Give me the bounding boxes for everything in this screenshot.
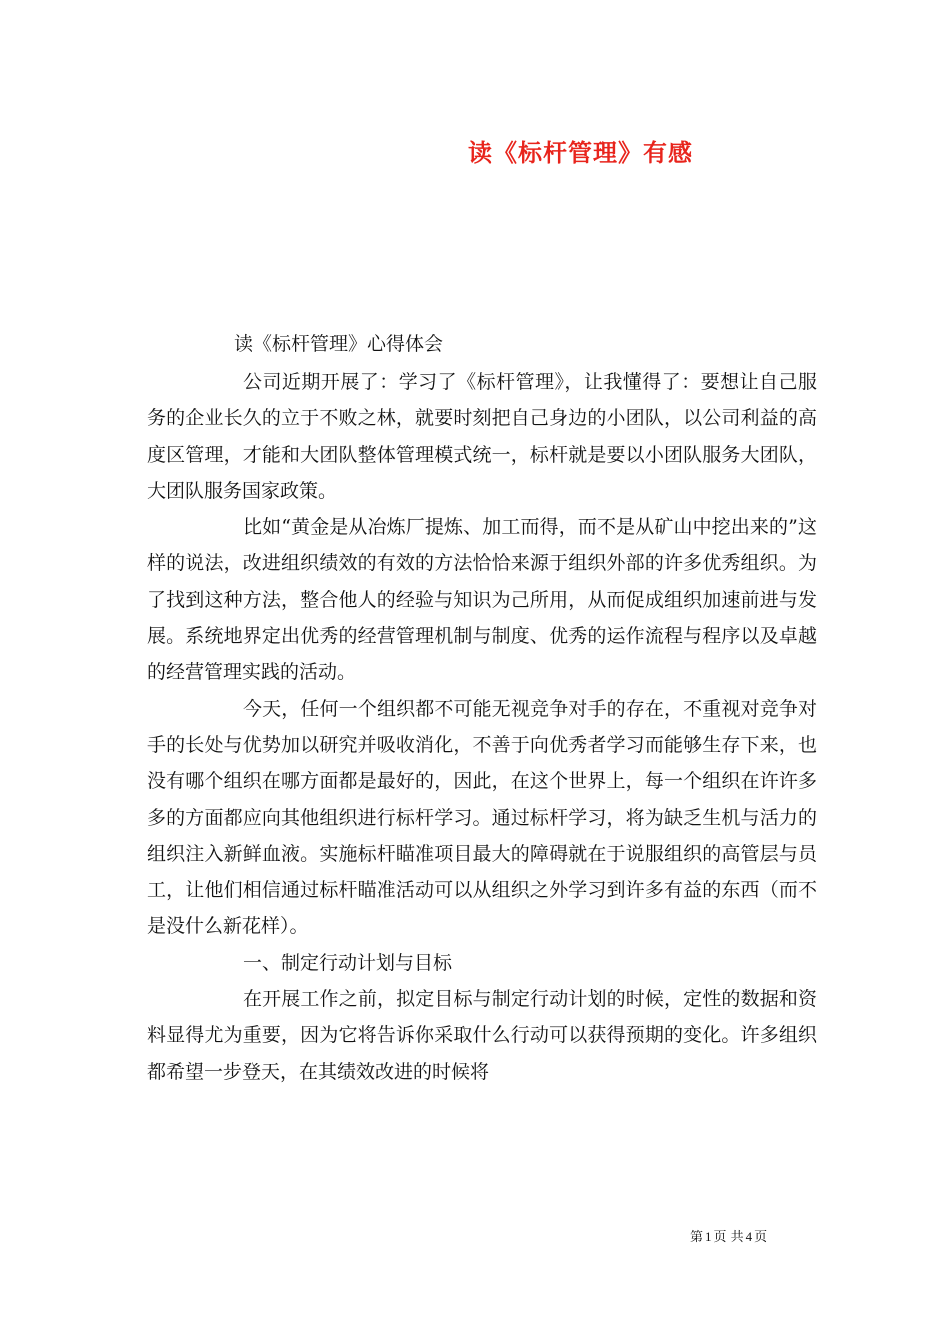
paragraph-4: 在开展工作之前，拟定目标与制定行动计划的时候，定性的数据和资料显得尤为重要，因为它将告诉你采取什么行动可以获得预期的变化。许多组织都希望一步登天，在其绩效改进的时候将 xyxy=(147,988,817,1083)
document-title: 读《标杆管理》有感 xyxy=(468,138,693,167)
footer-middle: 页 共 xyxy=(713,1230,744,1245)
paragraph-1: 公司近期开展了：学习了《标杆管理》，让我懂得了：要想让自己服务的企业长久的立于不败之林，就要时刻把自己身边的小团队，以公司利益的高度区管理，才能和大团队整体管理模式统一，标杆就是要以小团队服务大团队，大团队服务国家政策。 xyxy=(147,371,817,502)
page-footer xyxy=(690,1226,767,1245)
footer-suffix: 页 xyxy=(754,1230,768,1245)
document-subtitle: 读《标杆管理》心得体会 xyxy=(234,333,444,355)
section-heading: 一、制定行动计划与目标 xyxy=(243,951,453,974)
paragraph-2: 比如“黄金是从冶炼厂提炼、加工而得，而不是从矿山中挖出来的”这样的说法，改进组织绩效的有效的方法恰恰来源于组织外部的许多优秀组织。为了找到这种方法，整合他人的经验与知识为己所用，从而促成组织加速前进与发展。系统地界定出优秀的经营管理机制与制度、优秀的运作流程与程序以及卓越的经营管理实践的活动。 xyxy=(147,516,817,684)
paragraph-3: 今天，任何一个组织都不可能无视竞争对手的存在，不重视对竞争对手的长处与优势加以研究并吸收消化，不善于向优秀者学习而能够生存下来，也没有哪个组织在哪方面都是最好的，因此，在这个世界上，每一个组织在许许多多的方面都应向其他组织进行标杆学习。通过标杆学习，将为缺乏生机与活力的组织注入新鲜血液。实施标杆瞄准项目最大的障碍就在于说服组织的高管层与员工，让他们相信通过标杆瞄准活动可以从组织之外学习到许多有益的东西（而不是没什么新花样）。 xyxy=(147,697,817,938)
footer-page-number: 1 xyxy=(705,1229,712,1244)
document-body xyxy=(147,364,817,1090)
footer-total-pages: 4 xyxy=(745,1229,753,1244)
footer-prefix: 第 xyxy=(690,1230,704,1245)
